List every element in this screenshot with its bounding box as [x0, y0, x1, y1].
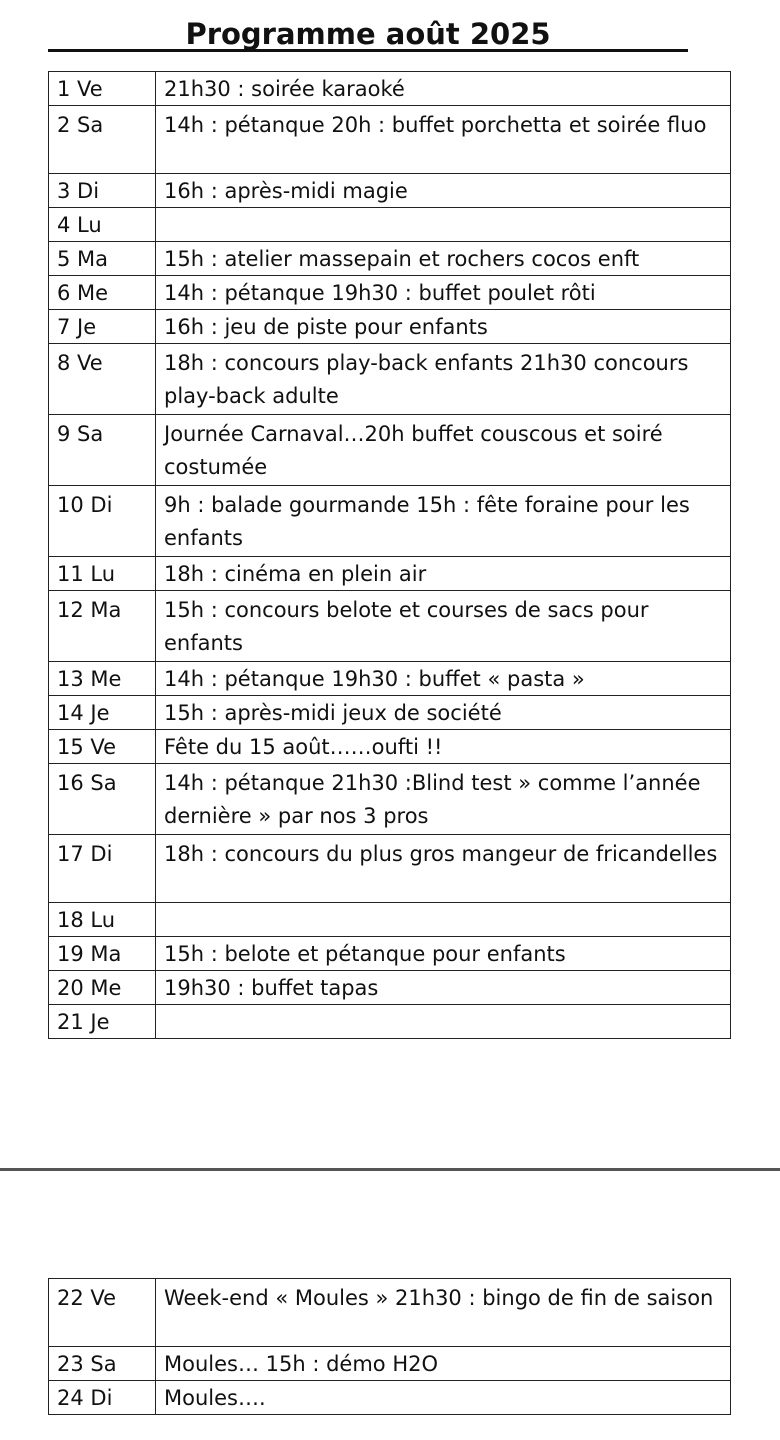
event-cell: 14h : pétanque 19h30 : buffet poulet rôti: [156, 276, 731, 310]
event-cell: 9h : balade gourmande 15h : fête foraine pour les enfants: [156, 486, 731, 557]
day-cell: 24 Di: [49, 1381, 156, 1415]
day-cell: 18 Lu: [49, 903, 156, 937]
day-cell: 11 Lu: [49, 557, 156, 591]
table-row: [49, 1347, 731, 1381]
day-cell: 22 Ve: [49, 1279, 156, 1347]
table-row: [49, 276, 731, 310]
page-title: Programme août 2025: [48, 14, 688, 52]
day-cell: 23 Sa: [49, 1347, 156, 1381]
day-cell: 12 Ma: [49, 591, 156, 662]
event-cell: 16h : jeu de piste pour enfants: [156, 310, 731, 344]
day-cell: 5 Ma: [49, 242, 156, 276]
table-row: [49, 106, 731, 174]
day-cell: 20 Me: [49, 971, 156, 1005]
event-cell: 15h : atelier massepain et rochers cocos enft: [156, 242, 731, 276]
table-row: [49, 903, 731, 937]
table-row: [49, 1381, 731, 1415]
day-cell: 19 Ma: [49, 937, 156, 971]
day-cell: 10 Di: [49, 486, 156, 557]
table-row: [49, 486, 731, 557]
event-cell: Journée Carnaval…20h buffet couscous et soiré costumée: [156, 415, 731, 486]
event-cell: 21h30 : soirée karaoké: [156, 72, 731, 106]
event-cell: [156, 208, 731, 242]
event-cell: 15h : concours belote et courses de sacs pour enfants: [156, 591, 731, 662]
table-row: [49, 730, 731, 764]
event-cell: 18h : cinéma en plein air: [156, 557, 731, 591]
event-cell: Moules… 15h : démo H2O: [156, 1347, 731, 1381]
table-row: [49, 591, 731, 662]
table-row: [49, 937, 731, 971]
table-row: [49, 208, 731, 242]
table-row: [49, 174, 731, 208]
table-row: [49, 835, 731, 903]
table-row: [49, 971, 731, 1005]
day-cell: 17 Di: [49, 835, 156, 903]
day-cell: 14 Je: [49, 696, 156, 730]
day-cell: 2 Sa: [49, 106, 156, 174]
day-cell: 4 Lu: [49, 208, 156, 242]
table-row: [49, 764, 731, 835]
day-cell: 8 Ve: [49, 344, 156, 415]
table-row: [49, 1279, 731, 1347]
page-divider: [0, 1168, 780, 1171]
table-row: [49, 344, 731, 415]
event-cell: 15h : après-midi jeux de société: [156, 696, 731, 730]
day-cell: 13 Me: [49, 662, 156, 696]
event-cell: Week-end « Moules » 21h30 : bingo de fin de saison: [156, 1279, 731, 1347]
event-cell: 19h30 : buffet tapas: [156, 971, 731, 1005]
day-cell: 6 Me: [49, 276, 156, 310]
day-cell: 15 Ve: [49, 730, 156, 764]
event-cell: Moules….: [156, 1381, 731, 1415]
event-cell: 18h : concours du plus gros mangeur de fricandelles: [156, 835, 731, 903]
event-cell: 14h : pétanque 21h30 :Blind test » comme l’année dernière » par nos 3 pros: [156, 764, 731, 835]
day-cell: 16 Sa: [49, 764, 156, 835]
table-row: [49, 662, 731, 696]
table-row: [49, 310, 731, 344]
table-row: [49, 557, 731, 591]
event-cell: 15h : belote et pétanque pour enfants: [156, 937, 731, 971]
programme-table-1: [48, 71, 731, 1039]
day-cell: 1 Ve: [49, 72, 156, 106]
event-cell: [156, 903, 731, 937]
event-cell: Fête du 15 août……oufti !!: [156, 730, 731, 764]
table-row: [49, 242, 731, 276]
day-cell: 7 Je: [49, 310, 156, 344]
event-cell: 14h : pétanque 19h30 : buffet « pasta »: [156, 662, 731, 696]
day-cell: 9 Sa: [49, 415, 156, 486]
day-cell: 3 Di: [49, 174, 156, 208]
day-cell: 21 Je: [49, 1005, 156, 1039]
event-cell: 14h : pétanque 20h : buffet porchetta et soirée fluo: [156, 106, 731, 174]
event-cell: 16h : après-midi magie: [156, 174, 731, 208]
event-cell: [156, 1005, 731, 1039]
table-row: [49, 1005, 731, 1039]
table-row: [49, 415, 731, 486]
table-row: [49, 696, 731, 730]
table-row: [49, 72, 731, 106]
programme-table-2: [48, 1278, 731, 1415]
event-cell: 18h : concours play-back enfants 21h30 concours play-back adulte: [156, 344, 731, 415]
